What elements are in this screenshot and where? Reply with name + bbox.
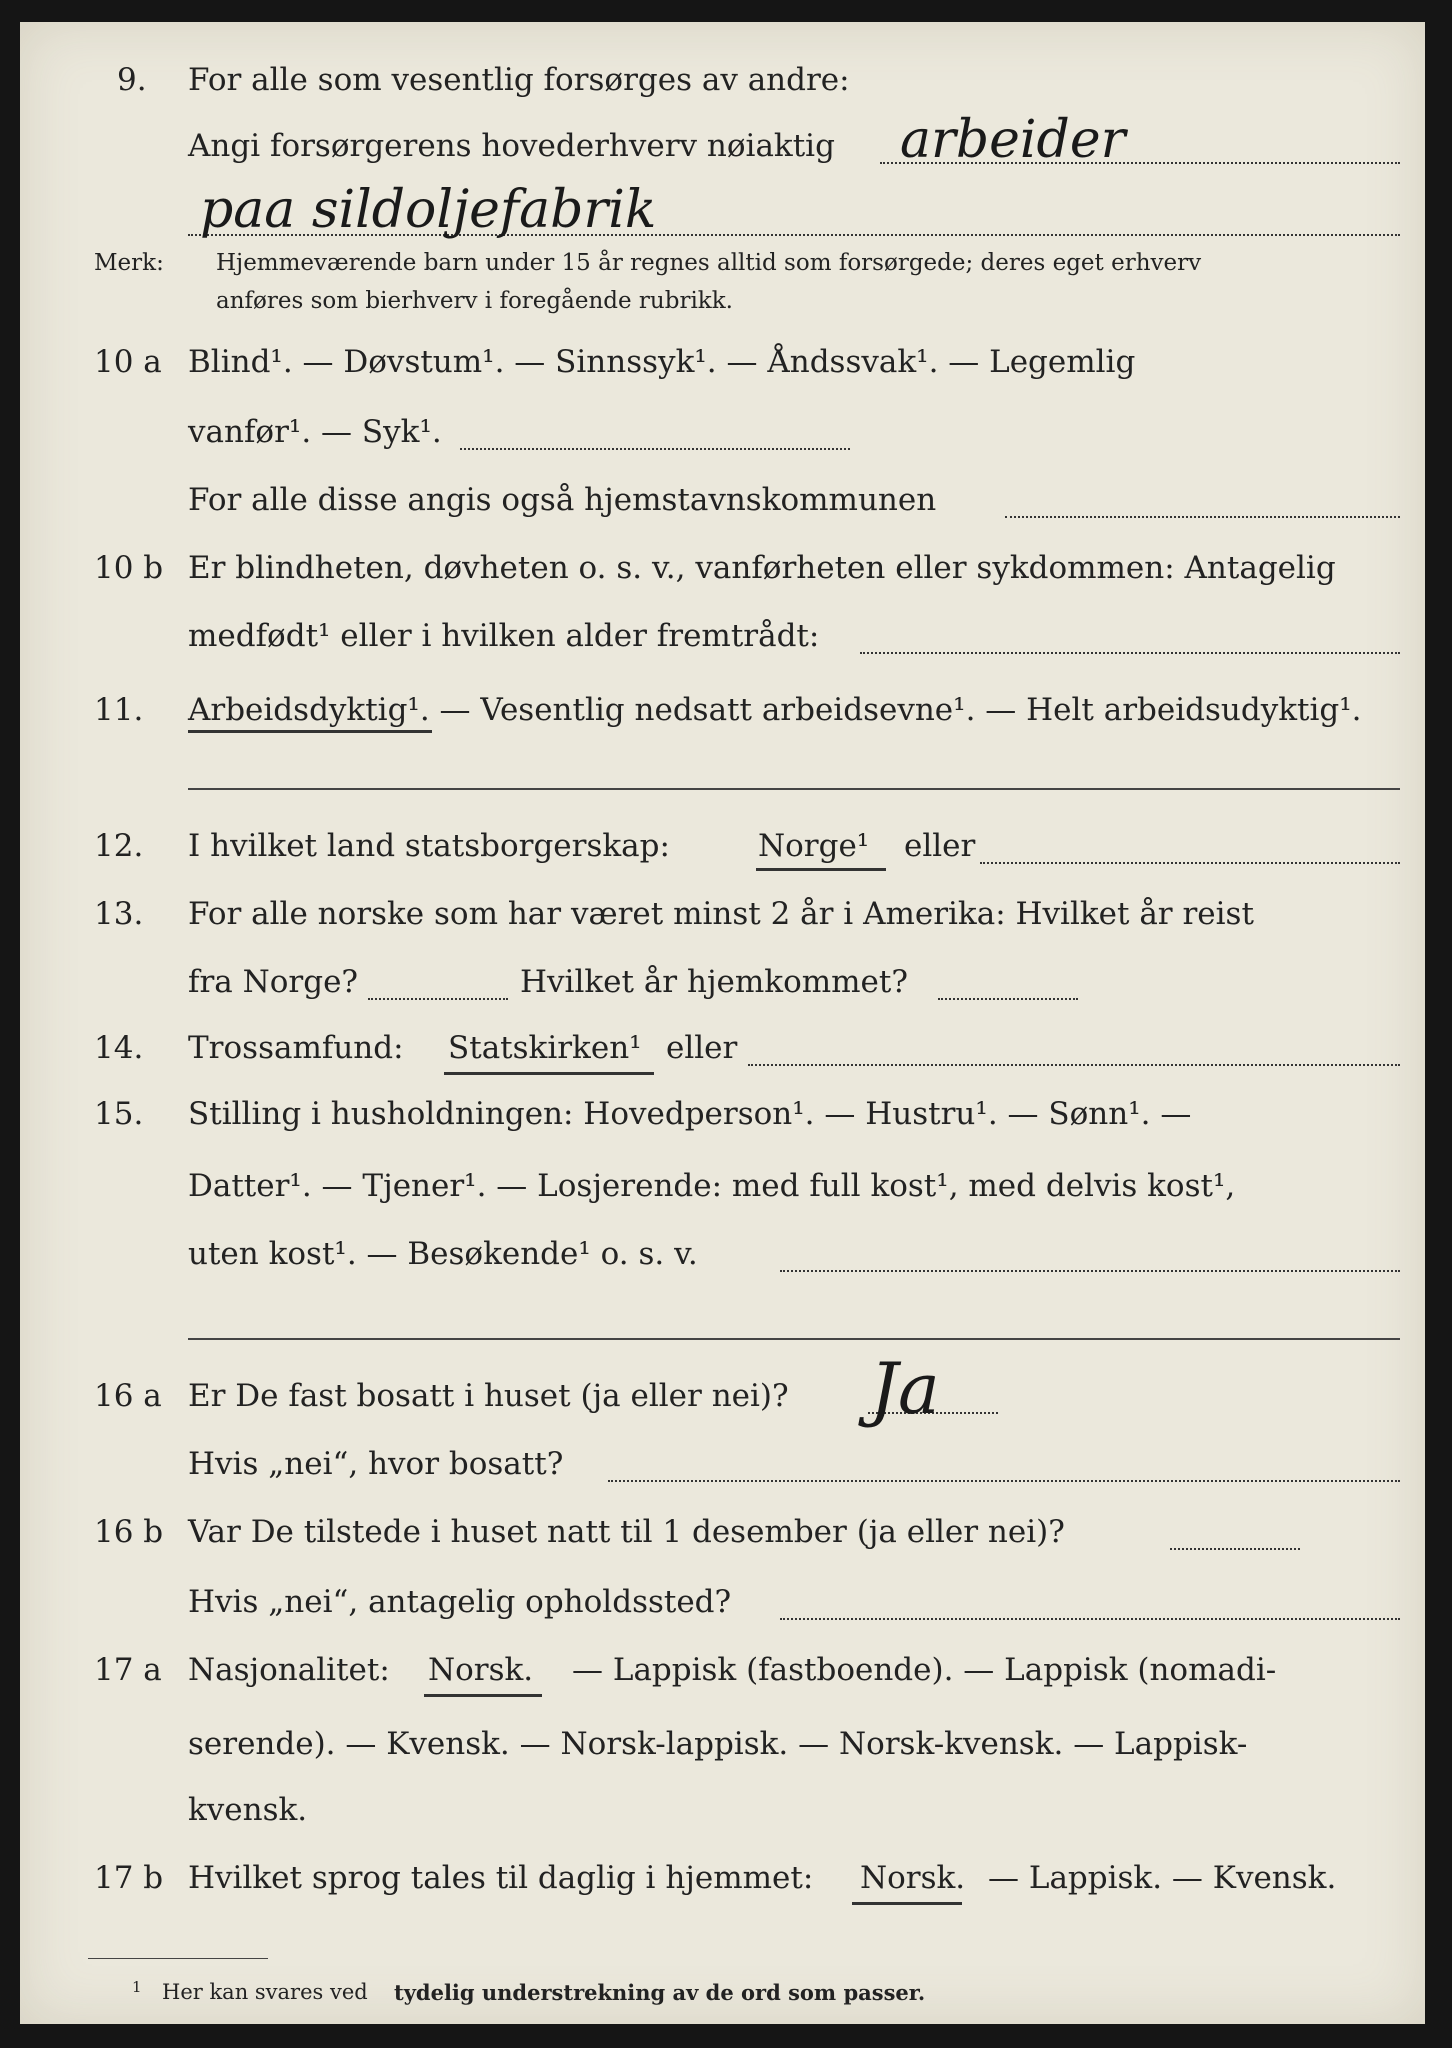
q9-line2: Angi forsørgerens hovederhverv nøiaktig — [188, 128, 835, 164]
q11-line1: Arbeidsdyktig¹. — Vesentlig nedsatt arbeidsevne¹. — Helt arbeidsudyktig¹. — [188, 692, 1362, 728]
q15-line1: Stilling i husholdningen: Hovedperson¹. — Hustru¹. — Sønn¹. — — [188, 1096, 1192, 1132]
q9-handwritten-answer-1: arbeider — [900, 110, 1126, 170]
q12-or: eller — [904, 828, 976, 864]
q16a-handwritten-answer: Ja — [870, 1348, 940, 1430]
footnote-rule — [88, 1958, 268, 1959]
q15-number: 15. — [94, 1096, 144, 1132]
q13-year-return-line — [938, 998, 1078, 1000]
q17b-number: 17 b — [94, 1860, 164, 1896]
merk-label: Merk: — [94, 250, 164, 276]
q16b-answer-line — [1170, 1548, 1300, 1550]
q17a-line1-rest: — Lappisk (fastboende). — Lappisk (nomadi- — [572, 1652, 1277, 1688]
q10a-line1: Blind¹. — Døvstum¹. — Sinnssyk¹. — Åndssvak¹. — Legemlig — [188, 344, 1136, 380]
q10a-sick-line — [460, 448, 850, 450]
q12-number: 12. — [94, 828, 144, 864]
q13-line1: For alle norske som har været minst 2 år i Amerika: Hvilket år reist — [188, 896, 1254, 932]
q11-answer-line — [188, 788, 1400, 790]
q16a-line2: Hvis „nei“, hvor bosatt? — [188, 1446, 564, 1482]
q15-line2: Datter¹. — Tjener¹. — Losjerende: med full kost¹, med delvis kost¹, — [188, 1168, 1236, 1204]
merk-line1: Hjemmeværende barn under 15 år regnes alltid som forsørgede; deres eget erhverv — [216, 250, 1202, 276]
q15-answer-line — [780, 1270, 1400, 1272]
q10b-answer-line — [860, 652, 1400, 654]
q14-option: Statskirken¹ — [448, 1030, 642, 1066]
q12-line1: I hvilket land statsborgerskap: — [188, 828, 670, 864]
q10b-line2: medfødt¹ eller i hvilken alder fremtrådt: — [188, 618, 820, 654]
q17b-line1-a: Hvilket sprog tales til daglig i hjemmet: — [188, 1860, 814, 1896]
q16b-line2: Hvis „nei“, antagelig opholdssted? — [188, 1584, 732, 1620]
q14-number: 14. — [94, 1030, 144, 1066]
q15-answer-line-2 — [188, 1338, 1400, 1340]
q13-line2a: fra Norge? — [188, 964, 359, 1000]
q17b-line1-b: — Lappisk. — Kvensk. — [988, 1860, 1337, 1896]
census-form-page — [20, 22, 1425, 2024]
q13-year-left-line — [368, 998, 508, 1000]
footnote-text-b: tydelig understrekning av de ord som passer. — [394, 1980, 926, 2005]
q17b-underline-answer — [852, 1902, 962, 1905]
q10b-line1: Er blindheten, døvheten o. s. v., vanførheten eller sykdommen: Antagelig — [188, 550, 1336, 586]
q16b-number: 16 b — [94, 1514, 164, 1550]
q17a-label: Nasjonalitet: — [188, 1652, 390, 1688]
q17a-option: Norsk. — [428, 1652, 534, 1688]
q9-handwritten-answer-2: paa sildoljefabrik — [200, 180, 657, 240]
q10a-number: 10 a — [94, 344, 162, 380]
q10a-line3: For alle disse angis også hjemstavnskommunen — [188, 482, 937, 518]
q17a-line3: kvensk. — [188, 1792, 308, 1828]
q9-number: 9. — [117, 62, 147, 98]
q10a-line2: vanfør¹. — Syk¹. — [188, 414, 442, 450]
q14-or: eller — [666, 1030, 738, 1066]
footnote-mark: 1 — [132, 1978, 142, 1996]
q14-label: Trossamfund: — [188, 1030, 404, 1066]
q10a-hometown-line — [1005, 516, 1400, 518]
q12-option: Norge¹ — [758, 828, 870, 864]
q16a-line1: Er De fast bosatt i huset (ja eller nei)? — [188, 1378, 789, 1414]
q17a-number: 17 a — [94, 1652, 162, 1688]
footnote-text-a: Her kan svares ved — [162, 1980, 368, 2004]
q13-line2b: Hvilket år hjemkommet? — [520, 964, 908, 1000]
merk-line2: anføres som bierhverv i foregående rubrikk. — [216, 288, 733, 314]
q14-answer-line — [748, 1064, 1400, 1066]
q16b-line1: Var De tilstede i huset natt til 1 desember (ja eller nei)? — [188, 1514, 1065, 1550]
q17a-underline-answer — [424, 1694, 542, 1697]
q10b-number: 10 b — [94, 550, 164, 586]
q16a-number: 16 a — [94, 1378, 162, 1414]
q12-answer-line — [980, 862, 1400, 864]
q11-underline-answer — [188, 730, 432, 733]
q17a-line2: serende). — Kvensk. — Norsk-lappisk. — Norsk-kvensk. — Lappisk- — [188, 1726, 1248, 1762]
q16a-residence-line — [608, 1480, 1400, 1482]
q9-line1: For alle som vesentlig forsørges av andre: — [188, 62, 850, 98]
q11-number: 11. — [94, 692, 144, 728]
q13-number: 13. — [94, 896, 144, 932]
q14-underline-answer — [444, 1072, 654, 1075]
q12-underline-answer — [756, 868, 886, 871]
q17b-option: Norsk. — [860, 1860, 966, 1896]
q15-line3: uten kost¹. — Besøkende¹ o. s. v. — [188, 1236, 698, 1272]
q16b-location-line — [780, 1618, 1400, 1620]
